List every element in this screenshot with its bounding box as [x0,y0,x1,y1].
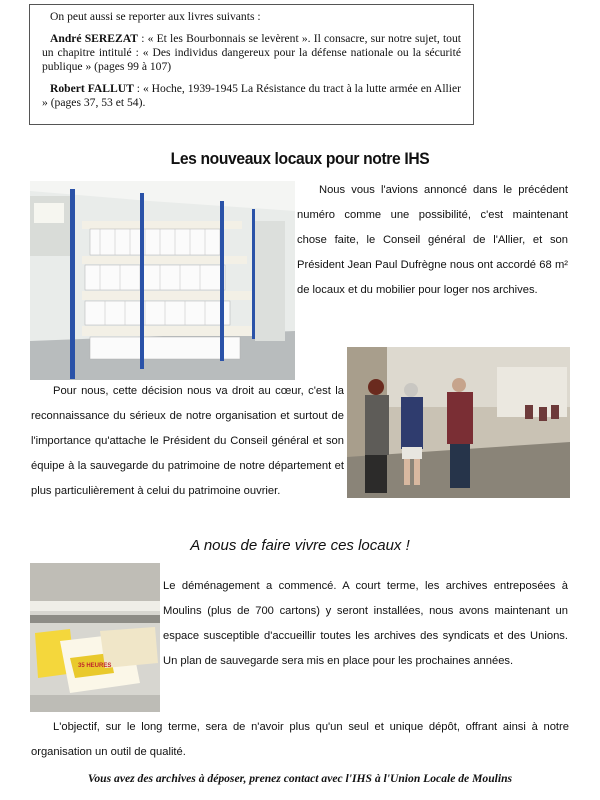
reference-text: : « Hoche, 1939-1945 La Résistance du tract à la lutte armée en Allier » (pages 37, 53 et 54). [42,82,462,109]
reference-serezat [42,32,461,74]
paragraph-objective: L'objectif, sur le long terme, sera de n'avoir plus qu'un seul et unique dépôt, offrant ainsi à notre organisation un outil de qualité. [31,721,569,758]
reference-author: Robert FALLUT [50,82,134,95]
footer-contact: Vous avez des archives à déposer, prenez contact avec l'IHS à l'Union Locale de Moulins [87,772,513,785]
article-subtitle: A nous de faire vivre ces locaux ! [190,537,410,554]
drawer-label-text: 35 HEURES [78,663,112,669]
reference-fallut [42,82,461,110]
paragraph-moving: Le déménagement a commencé. A court terme, les archives entreposées à Moulins (plus de 700 cartons) y seront installées, nous avons maintenant un espace susceptible d'accueillir toutes les archives des syndicats et des Unions. Un plan de sauvegarde sera mis en place pour les prochaines années. [163,580,568,667]
references-box [29,4,474,125]
photo-archive-shelves [30,181,295,380]
paragraph-announcement: Nous vous l'avions annoncé dans le précédent numéro comme une possibilité, c'est maintenant chose faite, le Conseil général de l'Allier, et son Président Jean Paul Dufrègne nous ont accordé 68 m² de locaux et du mobilier pour loger nos archives. [297,184,568,296]
reference-author: André SEREZAT [50,32,139,45]
reference-text: : « Et les Bourbonnais se levèrent ». Il consacre, sur notre sujet, tout un chapitre intitulé : « Des individus dangereux pour la défense nationale ou la sécurité publique » (pages 99 à 107) [42,32,461,73]
paragraph-decision: Pour nous, cette décision nous va droit au cœur, c'est la reconnaissance du sérieux de notre organisation et surtout de l'importance qu'attache le Président du Conseil général et son équipe à la sauvegarde du patrimoine de notre département et plus particulièrement à celui du patrimoine ouvrier. [31,385,344,497]
photo-drawer-documents [30,563,160,712]
photo-visit-room [347,347,570,498]
references-intro: On peut aussi se reporter aux livres suivants : [50,10,261,23]
article-title: Les nouveaux locaux pour notre IHS [170,149,430,168]
